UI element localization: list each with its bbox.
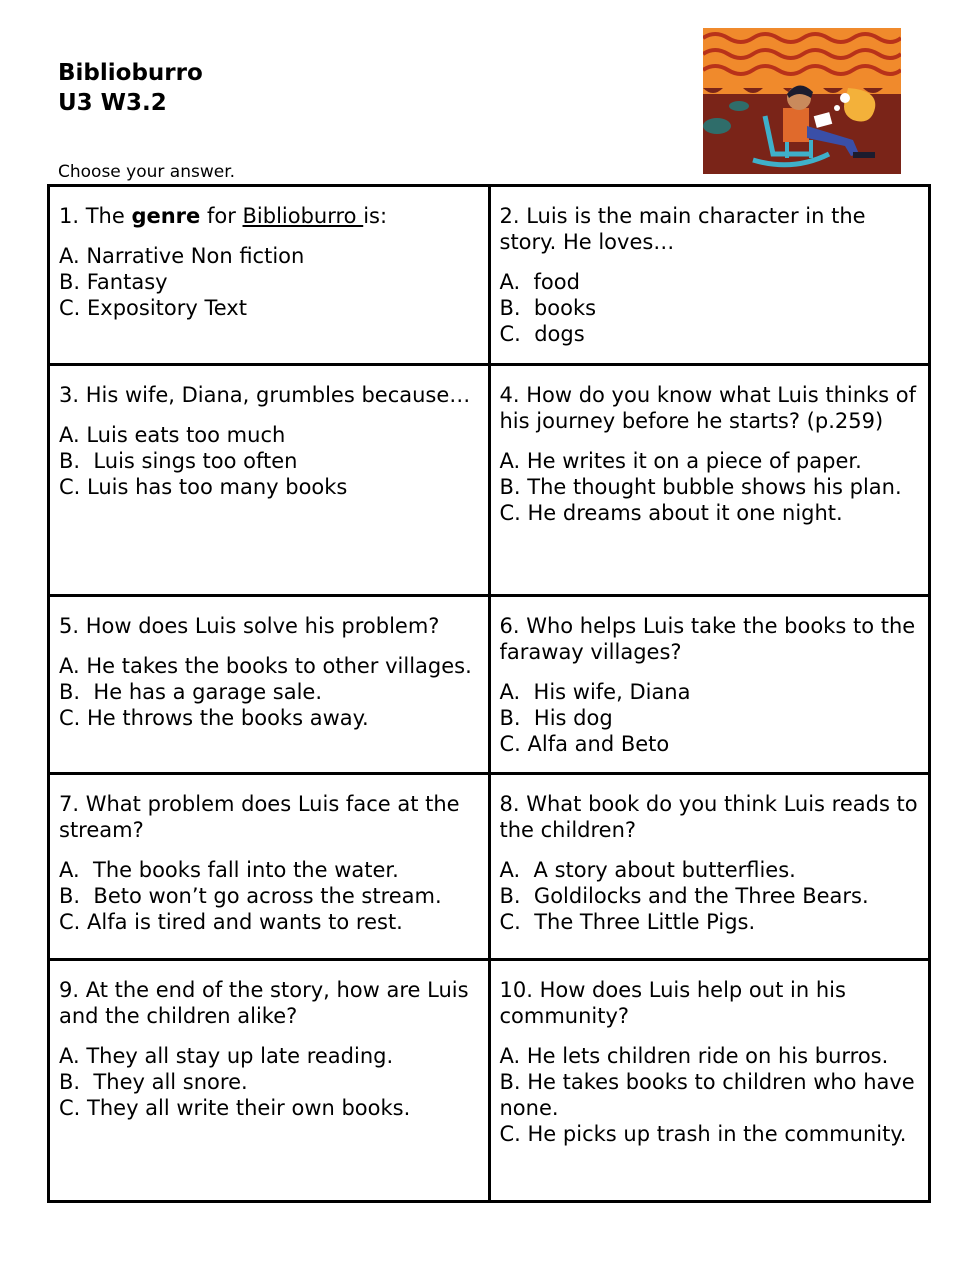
answer-option[interactable]: A. He takes the books to other villages. bbox=[59, 654, 472, 678]
answer-option[interactable]: B. They all snore. bbox=[59, 1070, 248, 1094]
question-row bbox=[49, 365, 930, 596]
question-4 bbox=[489, 365, 930, 596]
title-line-1: Biblioburro bbox=[58, 60, 203, 86]
answer-option[interactable]: C. Luis has too many books bbox=[59, 475, 348, 499]
question-text: 3. His wife, Diana, grumbles because… bbox=[59, 383, 471, 407]
question-5 bbox=[49, 596, 490, 774]
answer-option[interactable]: B. His dog bbox=[499, 706, 613, 730]
question-prefix: 1. The bbox=[59, 204, 132, 228]
question-text: 7. What problem does Luis face at the stream? bbox=[59, 792, 460, 842]
answer-option[interactable]: C. He dreams about it one night. bbox=[499, 501, 843, 525]
answer-options bbox=[59, 422, 480, 500]
answer-option[interactable]: C. The Three Little Pigs. bbox=[499, 910, 756, 934]
question-row bbox=[49, 186, 930, 365]
question-text: 5. How does Luis solve his problem? bbox=[59, 614, 440, 638]
answer-option[interactable]: C. Expository Text bbox=[59, 296, 247, 320]
answer-option[interactable]: B. Beto won’t go across the stream. bbox=[59, 884, 442, 908]
answer-option[interactable]: C. Alfa and Beto bbox=[499, 732, 670, 756]
answer-options bbox=[500, 1043, 921, 1147]
answer-options bbox=[59, 653, 480, 731]
answer-options bbox=[500, 679, 921, 757]
answer-option[interactable]: C. He picks up trash in the community. bbox=[499, 1122, 907, 1146]
answer-option[interactable]: B. Fantasy bbox=[59, 270, 168, 294]
question-1 bbox=[49, 186, 490, 365]
answer-option[interactable]: A. food bbox=[499, 270, 580, 294]
question-text: 2. Luis is the main character in the story. He loves… bbox=[499, 204, 866, 254]
question-text: 4. How do you know what Luis thinks of his journey before he starts? (p.259) bbox=[499, 383, 917, 433]
question-6 bbox=[489, 596, 930, 774]
answer-option[interactable]: B. The thought bubble shows his plan. bbox=[499, 475, 902, 499]
answer-options bbox=[59, 243, 480, 321]
answer-options bbox=[500, 448, 921, 526]
answer-option[interactable]: C. Alfa is tired and wants to rest. bbox=[59, 910, 403, 934]
question-text: 6. Who helps Luis take the books to the faraway villages? bbox=[499, 614, 916, 664]
answer-option[interactable]: C. He throws the books away. bbox=[59, 706, 369, 730]
question-9 bbox=[49, 960, 490, 1202]
question-3 bbox=[49, 365, 490, 596]
question-suffix: is: bbox=[363, 204, 388, 228]
answer-option[interactable]: A. Narrative Non fiction bbox=[59, 244, 305, 268]
question-grid bbox=[47, 184, 931, 1203]
question-keyword: genre bbox=[131, 204, 201, 228]
answer-options bbox=[59, 1043, 480, 1121]
question-text: 8. What book do you think Luis reads to the children? bbox=[499, 792, 918, 842]
answer-option[interactable]: C. They all write their own books. bbox=[59, 1096, 411, 1120]
question-text: 10. How does Luis help out in his community? bbox=[499, 978, 846, 1028]
answer-option[interactable]: B. He has a garage sale. bbox=[59, 680, 323, 704]
question-2 bbox=[489, 186, 930, 365]
question-row bbox=[49, 774, 930, 960]
question-7 bbox=[49, 774, 490, 960]
answer-option[interactable]: B. Luis sings too often bbox=[59, 449, 298, 473]
question-8 bbox=[489, 774, 930, 960]
answer-options bbox=[500, 857, 921, 935]
question-book-title: Biblioburro bbox=[242, 204, 364, 228]
question-row bbox=[49, 960, 930, 1202]
title-line-2: U3 W3.2 bbox=[58, 90, 167, 116]
question-row bbox=[49, 596, 930, 774]
question-10 bbox=[489, 960, 930, 1202]
question-text bbox=[59, 203, 480, 229]
answer-option[interactable]: B. books bbox=[499, 296, 597, 320]
answer-option[interactable]: A. His wife, Diana bbox=[499, 680, 691, 704]
answer-option[interactable]: A. He writes it on a piece of paper. bbox=[499, 449, 862, 473]
answer-option[interactable]: A. They all stay up late reading. bbox=[59, 1044, 394, 1068]
answer-option[interactable]: A. Luis eats too much bbox=[59, 423, 286, 447]
page-title bbox=[58, 58, 203, 118]
question-text: 9. At the end of the story, how are Luis and the children alike? bbox=[59, 978, 469, 1028]
instruction-text: Choose your answer. bbox=[58, 162, 236, 182]
answer-option[interactable]: B. Goldilocks and the Three Bears. bbox=[499, 884, 869, 908]
answer-option[interactable]: B. He takes books to children who have none. bbox=[499, 1070, 922, 1120]
man-reading-in-rocking-chair-illustration bbox=[703, 28, 901, 174]
answer-option[interactable]: A. He lets children ride on his burros. bbox=[499, 1044, 889, 1068]
question-mid: for bbox=[200, 204, 243, 228]
answer-options bbox=[500, 269, 921, 347]
answer-option[interactable]: A. The books fall into the water. bbox=[59, 858, 399, 882]
answer-option[interactable]: C. dogs bbox=[499, 322, 585, 346]
answer-options bbox=[59, 857, 480, 935]
answer-option[interactable]: A. A story about butterflies. bbox=[499, 858, 796, 882]
